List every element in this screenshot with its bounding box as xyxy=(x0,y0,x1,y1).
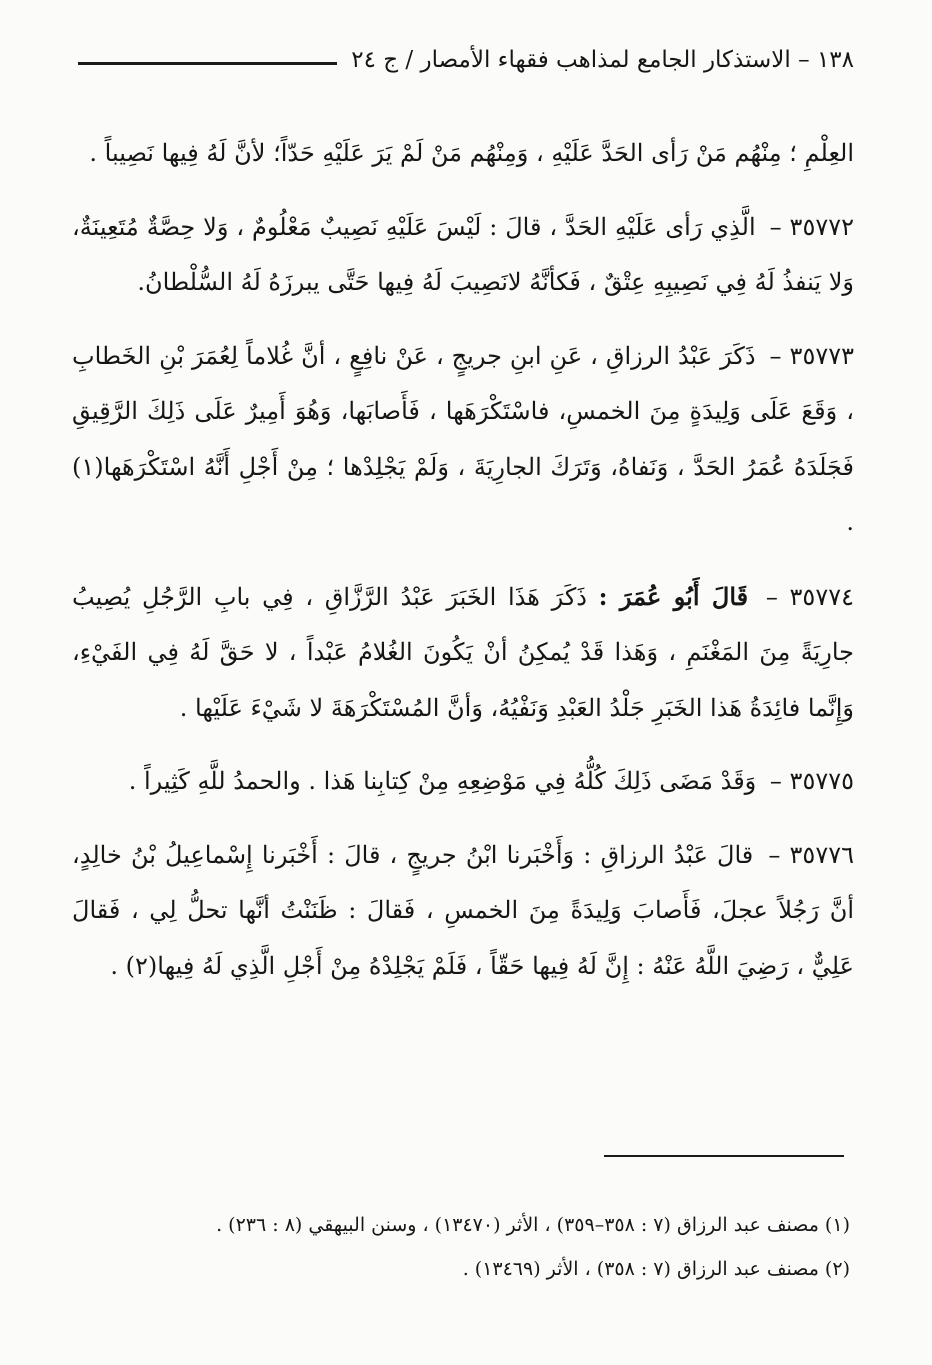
main-text xyxy=(72,126,854,1012)
paragraph-35773 xyxy=(72,329,854,551)
paragraph-number: ٣٥٧٧٤ – xyxy=(765,582,854,611)
paragraph-35772 xyxy=(72,200,854,311)
paragraph-35774 xyxy=(72,569,854,737)
paragraph-35776 xyxy=(72,828,854,995)
paragraph-text: قالَ عَبْدُ الرزاقِ : وَأَخْبَرنا ابْنُ جريجٍ ، قالَ : أَخْبَرنا إِسْماعِيلُ بْنُ خالِدٍ، أنَّ رَجُلاً عجلَ، فَأَصابَ وَلِيدَةً مِنَ الخمسِ ، فَقالَ : ظَنَنْتُ أنَّها تحلُّ لِي ، فَقالَ عَلِيٌّ ، رَضِيَ اللَّهُ عَنْهُ : إِنَّ لَهُ فِيها حَقّاً ، فَلَمْ يَجْلِدْهُ مِنْ أَجْلِ الَّذِي لَهُ فِيها(٢) . xyxy=(72,840,854,980)
paragraph-number: ٣٥٧٧٣ – xyxy=(769,341,854,370)
paragraph-35775 xyxy=(72,754,854,810)
paragraph-text: ذَكَرَ هَذَا الخَبَرَ عَبْدُ الرَّزَّاقِ ، فِي بابِ الرَّجُلِ يُصِيبُ جارِيَةً مِنَ المَغْنَمِ ، وَهَذا قَدْ يُمكِنُ أنْ يَكُونَ الغُلامُ عَبْداً ، لا حَقَّ لَهُ فِي الفَيْءِ، وَإِنَّما فائِدَةُ هَذا الخَبَرِ جَلْدُ العَبْدِ وَنَفْيُهُ، وَأنَّ المُسْتَكْرَهَةَ لا شَيْءَ عَلَيْها . xyxy=(72,582,854,722)
paragraph-text: الَّذِي رَأى عَلَيْهِ الحَدَّ ، قالَ : لَيْسَ عَلَيْهِ نَصِيبٌ مَعْلُومٌ ، وَلا حِصَّةٌ مُتَعِينَةٌ، وَلا يَنفذُ لَهُ فِي نَصِيبِهِ عِتْقٌ ، فَكأنَّهُ لانَصِيبَ لَهُ فِيها حَتَّى يبرزَهُ لَهُ السُّلْطانُ. xyxy=(72,212,854,296)
paragraph-continuation xyxy=(72,126,854,182)
speaker-attribution: قَالَ أَبُو عُمَرَ : xyxy=(598,581,749,611)
header-rule xyxy=(78,62,337,65)
footnote-1: (١) مصنف عبد الرزاق (٧ : ٣٥٨–٣٥٩) ، الأثر (١٣٤٧٠) ، وسنن البيهقي (٨ : ٢٣٦) . xyxy=(216,1214,850,1236)
footnote-2: (٢) مصنف عبد الرزاق (٧ : ٣٥٨) ، الأثر (١٣٤٦٩) . xyxy=(462,1258,850,1280)
paragraph-text: ذَكَرَ عَبْدُ الرزاقِ ، عَنِ ابنِ جريجٍ ، عَنْ نافِعٍ ، أنَّ غُلاماً لِعُمَرَ بْنِ الخَطابِ ، وَقَعَ عَلَى وَلِيدَةٍ مِنَ الخمسِ، فاسْتَكْرَهَها ، فَأَصابَها، وَهُوَ أَمِيرٌ عَلَى ذَلِكَ الرَّقِيقِ فَجَلَدَهُ عُمَرُ الحَدَّ ، وَنَفاهُ، وَتَرَكَ الجارِيَةَ ، وَلَمْ يَجْلِدْها ؛ مِنْ أَجْلِ أَنَّهُ اسْتَكْرَهَها(١) . xyxy=(72,341,854,536)
paragraph-text: العِلْمِ ؛ مِنْهُم مَنْ رَأى الحَدَّ عَلَيْهِ ، وَمِنْهُم مَنْ لَمْ يَرَ عَلَيْهِ حَدّاً؛ لأنَّ لَهُ فِيها نَصِيباً . xyxy=(89,139,854,167)
footnotes xyxy=(120,1203,850,1291)
header-title: ١٣٨ – الاستذكار الجامع لمذاهب فقهاء الأمصار / ج ٢٤ xyxy=(351,47,854,73)
footnote-separator xyxy=(604,1155,844,1157)
running-header xyxy=(78,38,854,82)
paragraph-text: وَقَدْ مَضَى ذَلِكَ كُلُّهُ فِي مَوْضِعِهِ مِنْ كِتابِنا هَذا . والحمدُ للَّهِ كَثِيراً . xyxy=(128,767,757,795)
paragraph-number: ٣٥٧٧٢ – xyxy=(769,212,854,241)
paragraph-number: ٣٥٧٧٦ – xyxy=(768,840,854,869)
paragraph-number: ٣٥٧٧٥ – xyxy=(769,767,854,795)
